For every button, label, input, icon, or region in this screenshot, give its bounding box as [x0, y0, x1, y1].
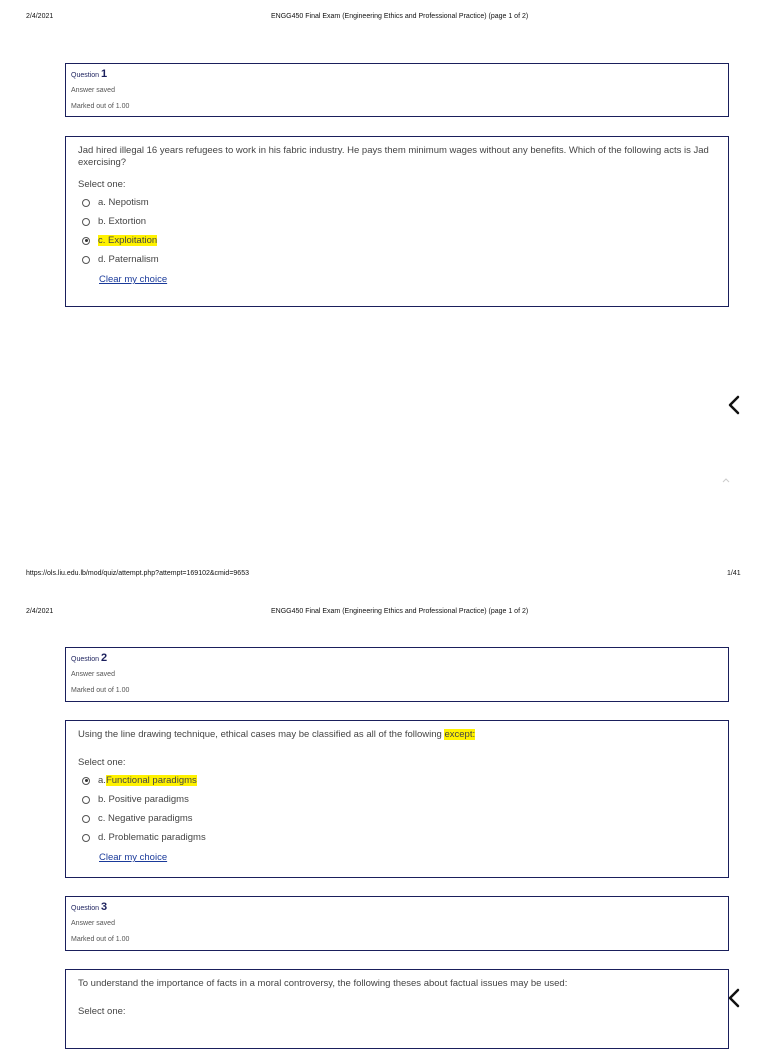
question-state: Answer saved [71, 920, 115, 927]
answer-option[interactable] [82, 809, 716, 828]
question-1-content [65, 136, 729, 307]
select-one-label: Select one: [78, 757, 126, 768]
back-button[interactable] [720, 978, 748, 1018]
question-number-label: Question 3 [71, 901, 108, 913]
select-one-label: Select one: [78, 1006, 126, 1017]
back-button[interactable] [720, 385, 748, 425]
radio-button[interactable] [82, 796, 90, 804]
answer-option[interactable] [82, 790, 716, 809]
question-number: 2 [101, 652, 108, 664]
highlighted-word: except: [444, 729, 476, 740]
answer-option-selected[interactable]: a. Functional paradigms [82, 771, 716, 790]
question-number-label: Question 1 [71, 68, 108, 80]
question-state: Answer saved [71, 671, 115, 678]
answer-option[interactable] [82, 828, 716, 847]
answer-option-label: b. Extortion [98, 216, 147, 227]
question-1-info [65, 63, 729, 117]
answer-option[interactable] [82, 193, 716, 212]
print-header-date: 2/4/2021 [26, 608, 54, 615]
print-header-title: ENGG450 Final Exam (Engineering Ethics and Professional Practice) (page 1 of 2) [271, 13, 529, 20]
radio-button-selected[interactable] [82, 237, 90, 245]
question-2-info [65, 647, 729, 702]
answer-option[interactable] [82, 250, 716, 269]
print-footer-url: https://ols.liu.edu.lb/mod/quiz/attempt.php?attempt=169102&cmid=9653 [26, 570, 249, 577]
question-marks: Marked out of 1.00 [71, 103, 130, 110]
question-text: Jad hired illegal 16 years refugees to work in his fabric industry. He pays them minimum wages without any benefits. Which of the following acts is Jad exercising? [78, 145, 709, 168]
chevron-left-icon [727, 395, 741, 415]
radio-button[interactable] [82, 218, 90, 226]
answer-option-label: d. Problematic paradigms [98, 832, 206, 843]
answer-option-selected[interactable] [82, 231, 716, 250]
radio-button[interactable] [82, 834, 90, 842]
radio-button[interactable] [82, 256, 90, 264]
question-text: To understand the importance of facts in a moral controversy, the following theses about factual issues may be used: [78, 978, 568, 989]
answer-option-label: d. Paternalism [98, 254, 159, 265]
chevron-left-icon [727, 988, 741, 1008]
question-number: 3 [101, 901, 108, 913]
answer-option-label: c. Negative paradigms [98, 813, 193, 824]
chevron-up-icon [722, 477, 730, 483]
clear-choice-link[interactable]: Clear my choice [99, 274, 168, 285]
answer-option-label: a. Nepotism [98, 197, 149, 208]
print-header-title: ENGG450 Final Exam (Engineering Ethics and Professional Practice) (page 1 of 2) [271, 608, 529, 615]
scroll-top-button[interactable] [722, 470, 730, 488]
question-3-info [65, 896, 729, 951]
question-number: 1 [101, 68, 108, 80]
radio-button[interactable] [82, 199, 90, 207]
question-2-content [65, 720, 729, 878]
answer-option-label: b. Positive paradigms [98, 794, 189, 805]
question-3-content [65, 969, 729, 1049]
select-one-label: Select one: [78, 179, 126, 190]
clear-choice-link[interactable]: Clear my choice [99, 852, 168, 863]
question-marks: Marked out of 1.00 [71, 687, 130, 694]
radio-button-selected[interactable] [82, 777, 90, 785]
radio-button[interactable] [82, 815, 90, 823]
question-state: Answer saved [71, 87, 115, 94]
question-marks: Marked out of 1.00 [71, 936, 130, 943]
question-number-label: Question 2 [71, 652, 108, 664]
answer-option[interactable] [82, 212, 716, 231]
answer-option-label: Functional paradigms [105, 775, 197, 786]
print-footer-page: 1/41 [727, 570, 741, 577]
question-text: Using the line drawing technique, ethical cases may be classified as all of the following except: [78, 729, 476, 740]
answer-option-label: c. Exploitation [98, 235, 158, 246]
print-header-date: 2/4/2021 [26, 13, 54, 20]
